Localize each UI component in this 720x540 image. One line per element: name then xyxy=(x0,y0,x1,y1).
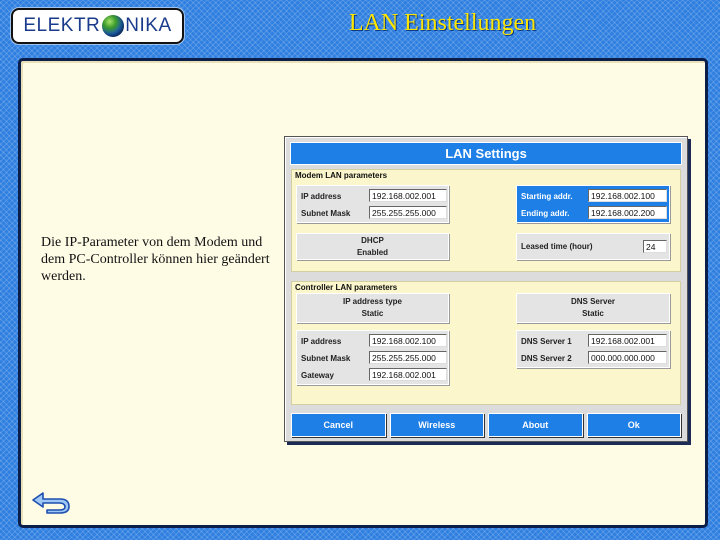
lease-time-box xyxy=(516,233,670,260)
dhcp-label: DHCP xyxy=(361,235,384,245)
dhcp-value: Enabled xyxy=(356,247,389,257)
modem-subnet-input[interactable]: 255.255.255.000 xyxy=(369,206,447,219)
lan-settings-window xyxy=(284,136,688,442)
modem-lan-group xyxy=(291,169,681,272)
about-button[interactable]: About xyxy=(488,413,583,437)
ip-type-label: IP address type xyxy=(343,297,402,306)
controller-ip-label: IP address xyxy=(301,337,342,346)
lease-time-input[interactable]: 24 xyxy=(643,240,667,253)
dhcp-toggle[interactable] xyxy=(296,233,449,260)
wireless-button[interactable]: Wireless xyxy=(390,413,485,437)
gateway-label: Gateway xyxy=(301,371,334,380)
globe-icon xyxy=(102,15,124,37)
dns-server-label: DNS Server xyxy=(570,297,616,306)
dns-server-1-label: DNS Server 1 xyxy=(521,337,572,346)
lan-settings-title: LAN Settings xyxy=(290,142,682,165)
dialog-button-bar xyxy=(291,413,681,437)
controller-ip-box xyxy=(296,330,449,385)
dns-server-toggle[interactable] xyxy=(516,293,670,323)
controller-group-title: Controller LAN parameters xyxy=(295,283,398,292)
ending-addr-input[interactable]: 192.168.002.200 xyxy=(588,206,667,219)
logo-text-left: ELEKTR xyxy=(23,15,101,36)
logo-text-right: NIKA xyxy=(125,15,172,36)
ok-button[interactable]: Ok xyxy=(587,413,682,437)
dns-servers-box xyxy=(516,330,670,368)
dhcp-range-box xyxy=(516,185,670,223)
ending-addr-label: Ending addr. xyxy=(521,209,570,218)
controller-lan-group xyxy=(291,281,681,405)
starting-addr-label: Starting addr. xyxy=(521,192,573,201)
back-arrow-icon[interactable] xyxy=(29,489,71,515)
elektronika-logo xyxy=(11,8,184,44)
dns-server-value: Static xyxy=(582,309,604,318)
modem-ip-subnet-box xyxy=(296,185,449,223)
content-panel xyxy=(18,58,708,528)
dns-server-2-input[interactable]: 000.000.000.000 xyxy=(588,351,667,364)
gateway-input[interactable]: 192.168.002.001 xyxy=(369,368,447,381)
modem-subnet-label: Subnet Mask xyxy=(301,209,351,218)
dns-server-1-input[interactable]: 192.168.002.001 xyxy=(588,334,667,347)
page-title: LAN Einstellungen xyxy=(348,10,537,36)
lease-time-label: Leased time (hour) xyxy=(521,242,593,251)
cancel-button[interactable]: Cancel xyxy=(291,413,386,437)
controller-ip-input[interactable]: 192.168.002.100 xyxy=(369,334,447,347)
ip-address-type-toggle[interactable] xyxy=(296,293,449,323)
dns-server-2-label: DNS Server 2 xyxy=(521,354,572,363)
modem-ip-label: IP address xyxy=(301,192,342,201)
controller-subnet-input[interactable]: 255.255.255.000 xyxy=(369,351,447,364)
modem-group-title: Modem LAN parameters xyxy=(295,171,388,180)
modem-ip-input[interactable]: 192.168.002.001 xyxy=(369,189,447,202)
controller-subnet-label: Subnet Mask xyxy=(301,354,351,363)
description-text: Die IP-Parameter von dem Modem und dem PC-Controller können hier geändert werden. xyxy=(41,235,270,284)
starting-addr-input[interactable]: 192.168.002.100 xyxy=(588,189,667,202)
ip-type-value: Static xyxy=(361,309,384,318)
